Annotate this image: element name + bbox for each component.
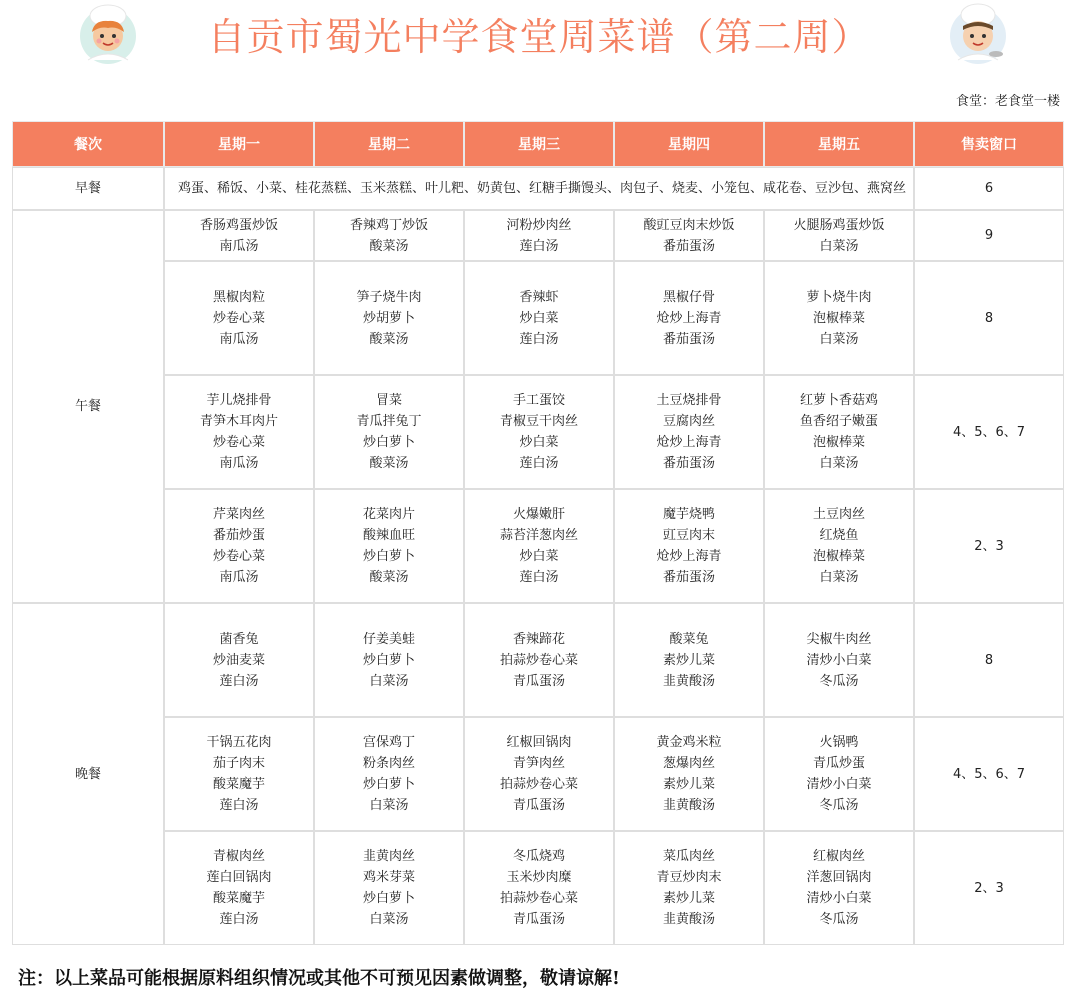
menu-cell [464, 717, 614, 831]
dish-item: 青豆炒肉末 [656, 870, 722, 885]
header-row [12, 121, 1064, 167]
menu-cell [614, 210, 764, 261]
menu-cell [764, 603, 914, 717]
menu-cell [764, 717, 914, 831]
dish-item: 白菜汤 [819, 456, 859, 471]
col-header-wednesday: 星期三 [464, 121, 614, 167]
menu-cell [614, 489, 764, 603]
lunch-row [12, 261, 1064, 375]
dish-item: 茄子肉末 [212, 756, 265, 771]
dish-item: 红椒回锅肉 [506, 735, 572, 750]
dish-item: 青瓜蛋汤 [512, 798, 565, 813]
dish-item: 菌香兔 [219, 631, 259, 647]
dish-item: 萝卜烧牛肉 [806, 289, 872, 305]
dish-item: 白菜汤 [369, 673, 409, 689]
dish-item: 炝炒上海青 [656, 435, 722, 450]
dish-item: 莲白汤 [519, 570, 559, 585]
menu-cell [614, 375, 764, 489]
window-number: 4、5、6、7 [914, 375, 1064, 489]
dish-item: 炒白萝卜 [362, 652, 415, 668]
window-number: 2、3 [914, 831, 1064, 945]
dish-item: 炒白菜 [519, 310, 559, 326]
dish-item: 冬瓜汤 [819, 673, 859, 689]
dish-item: 红椒肉丝 [812, 849, 865, 864]
menu-cell [314, 261, 464, 375]
page-title: 自贡市蜀光中学食堂周菜谱（第二周） [207, 15, 871, 59]
dish-item: 葱爆肉丝 [662, 756, 715, 771]
dish-item: 青瓜蛋汤 [512, 673, 565, 689]
dish-item: 冬瓜烧鸡 [512, 849, 565, 864]
dish-item: 粉条肉丝 [362, 756, 415, 771]
menu-cell [164, 375, 314, 489]
col-header-tuesday: 星期二 [314, 121, 464, 167]
dish-item: 素炒儿菜 [662, 652, 715, 668]
dish-item: 黑椒仔骨 [662, 289, 715, 305]
dish-item: 拍蒜炒卷心菜 [499, 652, 578, 668]
dish-item: 白菜汤 [819, 331, 859, 347]
dish-item: 冬瓜汤 [819, 912, 859, 927]
dish-item: 番茄蛋汤 [662, 238, 715, 254]
menu-cell [464, 831, 614, 945]
dish-item: 炒卷心菜 [212, 435, 265, 450]
dinner-row [12, 831, 1064, 945]
dish-item: 香辣鸡丁炒饭 [349, 217, 428, 233]
col-header-meal: 餐次 [12, 121, 164, 167]
dish-item: 莲白汤 [219, 798, 259, 813]
dish-item: 韭黄肉丝 [362, 849, 415, 864]
window-number: 2、3 [914, 489, 1064, 603]
menu-cell [164, 831, 314, 945]
window-number: 8 [914, 261, 1064, 375]
col-header-friday: 星期五 [764, 121, 914, 167]
dish-item: 莲白回锅肉 [206, 870, 272, 885]
dish-item: 黑椒肉粒 [212, 289, 265, 305]
dish-item: 莲白汤 [519, 456, 559, 471]
chef-boy-icon [946, 2, 1010, 66]
menu-cell [314, 717, 464, 831]
meal-label-dinner: 晚餐 [12, 603, 164, 945]
dish-item: 魔芋烧鸭 [662, 507, 715, 522]
dish-item: 酸辣血旺 [362, 528, 415, 543]
dish-item: 泡椒棒菜 [812, 549, 865, 564]
dish-item: 干锅五花肉 [206, 735, 272, 750]
lunch-row [12, 375, 1064, 489]
dish-item: 泡椒棒菜 [812, 435, 865, 450]
window-number: 4、5、6、7 [914, 717, 1064, 831]
dish-item: 土豆肉丝 [812, 507, 865, 522]
menu-cell [614, 717, 764, 831]
menu-cell [614, 603, 764, 717]
dish-item: 芋儿烧排骨 [206, 393, 272, 408]
footnote: 注：以上菜品可能根据原料组织情况或其他不可预见因素做调整，敬请谅解! [18, 968, 620, 989]
dish-item: 炒卷心菜 [212, 310, 265, 326]
menu-cell [314, 603, 464, 717]
dish-item: 拍蒜炒卷心菜 [499, 891, 578, 906]
dish-item: 酸菜汤 [369, 331, 409, 347]
dish-item: 青椒肉丝 [212, 849, 265, 864]
dish-item: 莲白汤 [519, 331, 559, 347]
dish-item: 河粉炒肉丝 [506, 217, 572, 233]
window-number: 6 [914, 167, 1064, 210]
dish-item: 火锅鸭 [819, 735, 859, 750]
dish-item: 花菜肉片 [362, 507, 415, 522]
dish-item: 炒白萝卜 [362, 549, 415, 564]
dish-item: 白菜汤 [819, 238, 859, 254]
menu-cell [464, 210, 614, 261]
dish-item: 炒油麦菜 [212, 652, 265, 668]
dish-item: 炒白菜 [519, 549, 559, 564]
menu-cell [314, 489, 464, 603]
dish-item: 拍蒜炒卷心菜 [499, 777, 578, 792]
dish-item: 清炒小白菜 [806, 777, 872, 792]
col-header-window: 售卖窗口 [914, 121, 1064, 167]
dish-item: 酸菜魔芋 [212, 891, 265, 906]
dish-item: 南瓜汤 [219, 331, 259, 347]
dish-item: 莲白汤 [219, 673, 259, 689]
menu-cell [764, 489, 914, 603]
weekly-menu-table [12, 121, 1064, 945]
dish-item: 青笋肉丝 [512, 756, 565, 771]
dish-item: 炒白萝卜 [362, 891, 415, 906]
canteen-location: 食堂：老食堂一楼 [955, 94, 1060, 109]
lunch-row [12, 210, 1064, 261]
dish-item: 冒菜 [375, 393, 402, 408]
dish-item: 菜瓜肉丝 [662, 849, 715, 864]
breakfast-row [12, 167, 1064, 210]
dish-item: 蒜苔洋葱肉丝 [499, 528, 578, 543]
dish-item: 莲白汤 [519, 238, 559, 254]
menu-cell [164, 489, 314, 603]
dish-item: 韭黄酸汤 [662, 673, 715, 689]
dish-item: 鱼香绍子嫩蛋 [799, 414, 878, 429]
menu-cell [764, 831, 914, 945]
dish-item: 青瓜炒蛋 [812, 756, 865, 771]
menu-cell [764, 210, 914, 261]
dish-item: 香辣虾 [519, 289, 559, 305]
menu-cell [164, 210, 314, 261]
dish-item: 番茄炒蛋 [212, 528, 265, 543]
dish-item: 南瓜汤 [219, 238, 259, 254]
meal-label-breakfast: 早餐 [12, 167, 164, 210]
dish-item: 青瓜拌兔丁 [356, 414, 422, 429]
dish-item: 冬瓜汤 [819, 798, 859, 813]
dish-item: 玉米炒肉糜 [506, 870, 572, 885]
dish-item: 洋葱回锅肉 [806, 870, 872, 885]
dish-item: 宫保鸡丁 [362, 735, 415, 750]
dish-item: 番茄蛋汤 [662, 570, 715, 585]
window-number: 8 [914, 603, 1064, 717]
menu-cell [764, 261, 914, 375]
dish-item: 黄金鸡米粒 [656, 735, 722, 750]
dish-item: 炒白菜 [519, 435, 559, 450]
dish-item: 炝炒上海青 [656, 549, 722, 564]
dinner-row [12, 717, 1064, 831]
menu-cell [614, 831, 764, 945]
dish-item: 炒胡萝卜 [362, 310, 415, 326]
window-number: 9 [914, 210, 1064, 261]
dish-item: 酸菜魔芋 [212, 777, 265, 792]
menu-cell [164, 261, 314, 375]
dish-item: 炝炒上海青 [656, 310, 722, 326]
dish-item: 炒白萝卜 [362, 777, 415, 792]
dish-item: 酸菜汤 [369, 238, 409, 254]
dish-item: 炒卷心菜 [212, 549, 265, 564]
dish-item: 笋子烧牛肉 [356, 289, 422, 305]
dish-item: 香辣蹄花 [512, 631, 565, 647]
dish-item: 豆腐肉丝 [662, 414, 715, 429]
dish-item: 土豆烧排骨 [656, 393, 722, 408]
dish-item: 仔姜美蛙 [362, 631, 415, 647]
dish-item: 韭黄酸汤 [662, 912, 715, 927]
menu-cell [314, 375, 464, 489]
menu-cell [164, 603, 314, 717]
dish-item: 韭黄酸汤 [662, 798, 715, 813]
dish-item: 炒白萝卜 [362, 435, 415, 450]
dish-item: 清炒小白菜 [806, 891, 872, 906]
page-header [0, 0, 1078, 80]
dish-item: 莲白汤 [219, 912, 259, 927]
dish-item: 火爆嫩肝 [512, 507, 565, 522]
menu-cell [314, 831, 464, 945]
dish-item: 鸡米芽菜 [362, 870, 415, 885]
dinner-row [12, 603, 1064, 717]
dish-item: 青瓜蛋汤 [512, 912, 565, 927]
menu-cell [464, 489, 614, 603]
dish-item: 白菜汤 [369, 798, 409, 813]
dish-item: 红烧鱼 [819, 528, 859, 543]
dish-item: 素炒儿菜 [662, 777, 715, 792]
breakfast-items: 鸡蛋、稀饭、小菜、桂花蒸糕、玉米蒸糕、叶儿粑、奶黄包、红糖手撕馒头、肉包子、烧麦、小笼包、咸花卷、豆沙包、燕窝丝 [164, 167, 914, 210]
dish-item: 清炒小白菜 [806, 652, 872, 668]
dish-item: 酸豇豆肉末炒饭 [643, 217, 735, 233]
dish-item: 白菜汤 [819, 570, 859, 585]
meal-label-lunch: 午餐 [12, 210, 164, 603]
dish-item: 红萝卜香菇鸡 [799, 393, 878, 408]
menu-cell [464, 375, 614, 489]
col-header-monday: 星期一 [164, 121, 314, 167]
dish-item: 素炒儿菜 [662, 891, 715, 906]
lunch-row [12, 489, 1064, 603]
dish-item: 酸菜汤 [369, 570, 409, 585]
dish-item: 火腿肠鸡蛋炒饭 [793, 217, 885, 233]
menu-cell [164, 717, 314, 831]
dish-item: 南瓜汤 [219, 456, 259, 471]
dish-item: 白菜汤 [369, 912, 409, 927]
menu-cell [764, 375, 914, 489]
menu-cell [464, 261, 614, 375]
dish-item: 青笋木耳肉片 [199, 414, 278, 429]
dish-item: 泡椒棒菜 [812, 310, 865, 326]
dish-item: 尖椒牛肉丝 [806, 631, 872, 647]
dish-item: 番茄蛋汤 [662, 456, 715, 471]
menu-cell [464, 603, 614, 717]
dish-item: 番茄蛋汤 [662, 331, 715, 347]
dish-item: 南瓜汤 [219, 570, 259, 585]
dish-item: 香肠鸡蛋炒饭 [199, 217, 278, 233]
menu-cell [614, 261, 764, 375]
dish-item: 豇豆肉末 [662, 528, 715, 543]
dish-item: 酸菜汤 [369, 456, 409, 471]
col-header-thursday: 星期四 [614, 121, 764, 167]
dish-item: 青椒豆干肉丝 [499, 414, 578, 429]
menu-cell [314, 210, 464, 261]
dish-item: 酸菜兔 [669, 631, 709, 647]
dish-item: 芹菜肉丝 [212, 507, 265, 522]
dish-item: 手工蛋饺 [512, 393, 565, 408]
